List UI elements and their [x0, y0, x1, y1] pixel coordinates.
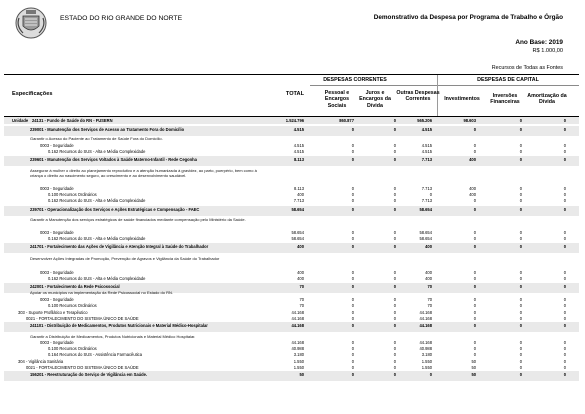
cell-pessoal: 0 — [351, 236, 354, 241]
cell-investimentos: 0 — [473, 230, 476, 235]
cell-total: 44.168 — [291, 323, 304, 328]
cell-inversoes: 0 — [519, 149, 522, 154]
cell-outras: 70 — [427, 303, 432, 308]
cell-total: 40.988 — [291, 346, 304, 351]
program-description: Garantir a Distribuição de Medicamentos, Produtos Nutricionais e Material Médico Hospitalar. — [30, 334, 196, 339]
cell-pessoal: 0 — [351, 157, 354, 162]
cell-investimentos: 0 — [473, 316, 476, 321]
unidade-pessoal: 860.877 — [339, 118, 354, 123]
row-label: 0.162 Recursos do SUS - Alta e Média Complexidade — [48, 198, 146, 203]
cell-pessoal: 0 — [351, 359, 354, 364]
unidade-amortizacao: 0 — [563, 118, 566, 123]
row-label: 0003 - Seguridade — [40, 270, 74, 275]
cell-inversoes: 0 — [519, 236, 522, 241]
cell-outras: 4.515 — [421, 127, 432, 132]
group-header-correntes: DESPESAS CORRENTES — [323, 77, 387, 83]
cell-juros: 0 — [393, 127, 396, 132]
cell-inversoes: 0 — [519, 365, 522, 370]
unidade-inversoes: 0 — [519, 118, 522, 123]
cell-inversoes: 0 — [519, 127, 522, 132]
row-label: 0003 - Seguridade — [40, 297, 74, 302]
col-header-total: TOTAL — [285, 91, 304, 97]
cell-inversoes: 0 — [519, 340, 522, 345]
cell-inversoes: 0 — [519, 244, 522, 249]
cell-outras: 0 — [429, 372, 432, 377]
cell-investimentos: 0 — [473, 310, 476, 315]
col-header-juros: Juros e Encargos da Dívida — [359, 90, 391, 109]
unidade-name: 24131 - Fundo de Saúde do RN - FUSERN — [32, 118, 113, 123]
unidade-investimentos: 98.603 — [463, 118, 476, 123]
cell-outras: 58.654 — [419, 207, 432, 212]
program-description: Apoiar os municípios na implementação da Rede Psicossocial no Estado do RN. — [30, 290, 173, 295]
cell-amortizacao: 0 — [563, 303, 566, 308]
program-description: Assegurar à mulher o direito ao planejamento reprodutivo e a atenção humanizada à gravidez, ao parto, puerpério, bem como à criança o direito ao nascimento seguro, ao crescimento e ao desenvolvimento saudável. — [30, 168, 257, 178]
program-name: 156201 - Reestruturação do Serviço de Vigilância em Saúde. — [30, 372, 148, 377]
program-name: 239601 - Manutenção dos Serviços Voltados à Saúde Materno-Infantil - Rede Cegonha — [30, 157, 197, 162]
cell-outras: 7.713 — [421, 186, 432, 191]
cell-outras: 3.180 — [421, 352, 432, 357]
cell-juros: 0 — [393, 297, 396, 302]
cell-total: 4.515 — [293, 127, 304, 132]
cell-pessoal: 0 — [351, 297, 354, 302]
cell-inversoes: 0 — [519, 303, 522, 308]
cell-investimentos: 0 — [473, 346, 476, 351]
row-label: 0003 - Seguridade — [40, 230, 74, 235]
row-label: 0.100 Recursos Ordinários — [48, 192, 97, 197]
cell-total: 44.168 — [291, 316, 304, 321]
cell-outras: 58.654 — [419, 230, 432, 235]
cell-pessoal: 0 — [351, 270, 354, 275]
cell-pessoal: 0 — [351, 340, 354, 345]
cell-inversoes: 0 — [519, 316, 522, 321]
cell-amortizacao: 0 — [563, 297, 566, 302]
cell-outras: 7.713 — [421, 198, 432, 203]
cell-juros: 0 — [393, 244, 396, 249]
cell-outras: 44.168 — [419, 340, 432, 345]
cell-amortizacao: 0 — [563, 157, 566, 162]
cell-amortizacao: 0 — [563, 340, 566, 345]
cell-investimentos: 0 — [473, 198, 476, 203]
cell-outras: 70 — [427, 297, 432, 302]
report-title: Demonstrativo da Despesa por Programa de Trabalho e Órgão — [373, 14, 563, 21]
cell-amortizacao: 0 — [563, 270, 566, 275]
row-label: 0.100 Recursos Ordinários — [48, 303, 97, 308]
cell-investimentos: 0 — [473, 207, 476, 212]
cell-pessoal: 0 — [351, 127, 354, 132]
cell-amortizacao: 0 — [563, 192, 566, 197]
cell-amortizacao: 0 — [563, 310, 566, 315]
cell-total: 58.654 — [291, 207, 304, 212]
resources-note: Recursos de Todas as Fontes — [491, 65, 563, 71]
cell-outras: 4.515 — [421, 149, 432, 154]
cell-juros: 0 — [393, 149, 396, 154]
cell-investimentos: 0 — [473, 236, 476, 241]
program-name: 239701 - Operacionalização dos Serviços e Ações Estratégicas e Compensação - FAEC — [30, 207, 200, 212]
cell-juros: 0 — [393, 284, 396, 289]
cell-juros: 0 — [393, 276, 396, 281]
base-year: Ano Base: 2019 — [515, 39, 563, 46]
row-label: 304 - Vigilância Sanitária — [18, 359, 64, 364]
cell-pessoal: 0 — [351, 372, 354, 377]
cell-pessoal: 0 — [351, 230, 354, 235]
col-header-especificacoes: Especificações — [12, 91, 53, 97]
cell-total: 70 — [299, 297, 304, 302]
cell-juros: 0 — [393, 303, 396, 308]
state-name: ESTADO DO RIO GRANDE DO NORTE — [60, 15, 183, 22]
row-label: 0003 - Seguridade — [40, 340, 74, 345]
cell-pessoal: 0 — [351, 276, 354, 281]
cell-pessoal: 0 — [351, 346, 354, 351]
cell-pessoal: 0 — [351, 186, 354, 191]
cell-inversoes: 0 — [519, 207, 522, 212]
cell-investimentos: 400 — [469, 192, 476, 197]
cell-inversoes: 0 — [519, 192, 522, 197]
cell-investimentos: 0 — [473, 340, 476, 345]
program-description: Garantir o Acesso do Paciente ao Tratamento de Saúde Fora do Domicílio. — [30, 136, 163, 141]
cell-amortizacao: 0 — [563, 323, 566, 328]
cell-inversoes: 0 — [519, 359, 522, 364]
cell-outras: 70 — [427, 284, 432, 289]
cell-pessoal: 0 — [351, 310, 354, 315]
unidade-total: 1.524.796 — [285, 118, 304, 123]
cell-investimentos: 0 — [473, 303, 476, 308]
cell-total: 400 — [297, 270, 304, 275]
cell-pessoal: 0 — [351, 149, 354, 154]
program-name: 241701 - Fortalecimento das Ações de Vigilância e Atenção Integral à Saúde do Trabalhador — [30, 244, 209, 249]
cell-inversoes: 0 — [519, 198, 522, 203]
cell-juros: 0 — [393, 310, 396, 315]
row-label: 0.162 Recursos do SUS - Alta e Média Complexidade — [48, 236, 146, 241]
cell-amortizacao: 0 — [563, 236, 566, 241]
row-label: 0.162 Recursos do SUS - Alta e Média Complexidade — [48, 276, 146, 281]
cell-investimentos: 0 — [473, 284, 476, 289]
cell-investimentos: 400 — [469, 157, 476, 162]
cell-outras: 400 — [425, 276, 432, 281]
cell-juros: 0 — [393, 236, 396, 241]
cell-amortizacao: 0 — [563, 352, 566, 357]
cell-outras: 0 — [429, 192, 432, 197]
cell-total: 50 — [299, 372, 304, 377]
row-label: 0003 - Seguridade — [40, 186, 74, 191]
cell-total: 44.168 — [291, 340, 304, 345]
cell-outras: 44.168 — [419, 323, 432, 328]
cell-amortizacao: 0 — [563, 149, 566, 154]
cell-pessoal: 0 — [351, 316, 354, 321]
cell-juros: 0 — [393, 230, 396, 235]
cell-inversoes: 0 — [519, 186, 522, 191]
cell-total: 1.550 — [293, 359, 304, 364]
col-header-amortizacao: Amortização da Dívida — [527, 93, 567, 106]
cell-investimentos: 0 — [473, 127, 476, 132]
currency-unit: R$ 1.000,00 — [532, 48, 563, 54]
cell-amortizacao: 0 — [563, 346, 566, 351]
cell-investimentos: 50 — [471, 365, 476, 370]
row-label: 0.100 Recursos Ordinários — [48, 346, 97, 351]
cell-outras: 400 — [425, 244, 432, 249]
cell-outras: 44.168 — [419, 310, 432, 315]
cell-total: 8.113 — [294, 186, 304, 191]
cell-total: 44.168 — [291, 310, 304, 315]
row-label: 0021 - FORTALECIMENTO DO SISTEMA ÚNICO DE SAÚDE — [26, 365, 139, 370]
cell-total: 70 — [299, 303, 304, 308]
cell-inversoes: 0 — [519, 372, 522, 377]
cell-juros: 0 — [393, 323, 396, 328]
cell-outras: 7.713 — [421, 157, 432, 162]
cell-pessoal: 0 — [351, 198, 354, 203]
cell-total: 400 — [297, 276, 304, 281]
cell-juros: 0 — [393, 352, 396, 357]
cell-outras: 400 — [425, 270, 432, 275]
cell-inversoes: 0 — [519, 276, 522, 281]
cell-total: 4.515 — [293, 149, 304, 154]
col-header-outras: Outras Despesas Correntes — [396, 90, 440, 103]
unidade-juros: 0 — [393, 118, 396, 123]
cell-total: 400 — [297, 192, 304, 197]
cell-amortizacao: 0 — [563, 316, 566, 321]
table-top-rule — [4, 74, 579, 75]
cell-inversoes: 0 — [519, 346, 522, 351]
cell-outras: 58.654 — [419, 236, 432, 241]
cell-juros: 0 — [393, 186, 396, 191]
cell-total: 3.180 — [293, 352, 304, 357]
cell-pessoal: 0 — [351, 143, 354, 148]
cell-juros: 0 — [393, 207, 396, 212]
cell-juros: 0 — [393, 359, 396, 364]
cell-inversoes: 0 — [519, 310, 522, 315]
cell-pessoal: 0 — [351, 365, 354, 370]
cell-juros: 0 — [393, 340, 396, 345]
cell-inversoes: 0 — [519, 157, 522, 162]
state-coat-of-arms-logo — [14, 6, 48, 40]
cell-inversoes: 0 — [519, 297, 522, 302]
cell-outras: 44.168 — [419, 316, 432, 321]
row-label: 303 - Suporte Profilático e Terapêutico — [18, 310, 88, 315]
cell-investimentos: 400 — [469, 186, 476, 191]
cell-juros: 0 — [393, 198, 396, 203]
cell-juros: 0 — [393, 157, 396, 162]
row-label: 0.162 Recursos do SUS - Alta e Média Complexidade — [48, 149, 146, 154]
cell-outras: 1.550 — [421, 365, 432, 370]
program-name: 239001 - Manutenção dos Serviços de Acesso ao Tratamento Fora do Domicílio — [30, 127, 185, 132]
cell-amortizacao: 0 — [563, 359, 566, 364]
cell-total: 8.113 — [293, 157, 304, 162]
row-label: 0.164 Recursos do SUS - Assistência Farmacêutica — [48, 352, 142, 357]
group-header-capital: DESPESAS DE CAPITAL — [477, 77, 539, 83]
cell-inversoes: 0 — [519, 284, 522, 289]
cell-inversoes: 0 — [519, 143, 522, 148]
cell-amortizacao: 0 — [563, 207, 566, 212]
cell-juros: 0 — [393, 143, 396, 148]
cell-investimentos: 0 — [473, 297, 476, 302]
program-name: 242001 - Fortalecimento da Rede Psicossocial — [30, 284, 120, 289]
cell-inversoes: 0 — [519, 230, 522, 235]
cell-amortizacao: 0 — [563, 244, 566, 249]
cell-outras: 4.515 — [421, 143, 432, 148]
cell-inversoes: 0 — [519, 352, 522, 357]
cell-total: 4.515 — [293, 143, 304, 148]
cell-amortizacao: 0 — [563, 284, 566, 289]
col-header-inversoes: Inversões Financeiras — [490, 93, 520, 106]
cell-juros: 0 — [393, 316, 396, 321]
cell-investimentos: 50 — [471, 372, 476, 377]
cell-juros: 0 — [393, 372, 396, 377]
cell-pessoal: 0 — [351, 284, 354, 289]
cell-amortizacao: 0 — [563, 276, 566, 281]
cell-pessoal: 0 — [351, 352, 354, 357]
program-name: 241101 - Distribuição de Medicamentos, Produtos Nutricionais e Material Médico-Hospitalar — [30, 323, 208, 328]
cell-inversoes: 0 — [519, 323, 522, 328]
unidade-label: Unidade — [12, 118, 29, 123]
cell-total: 1.550 — [293, 365, 304, 370]
cell-amortizacao: 0 — [563, 127, 566, 132]
cell-investimentos: 0 — [473, 270, 476, 275]
cell-juros: 0 — [393, 346, 396, 351]
cell-total: 70 — [299, 284, 304, 289]
program-description: Desenvolver Ações Integradas de Promoção, Prevenção de Agravos e Vigilância da Saúde do Trabalhador — [30, 256, 220, 261]
col-header-investimentos: Investimentos — [444, 96, 480, 102]
cell-total: 58.654 — [291, 236, 304, 241]
row-label: 0021 - FORTALECIMENTO DO SISTEMA ÚNICO DE SAÚDE — [26, 316, 139, 321]
cell-total: 400 — [297, 244, 304, 249]
cell-total: 7.713 — [293, 198, 304, 203]
cell-outras: 1.550 — [421, 359, 432, 364]
col-header-pessoal: Pessoal e Encargos Sociais — [324, 90, 350, 109]
cell-pessoal: 0 — [351, 207, 354, 212]
cell-amortizacao: 0 — [563, 230, 566, 235]
cell-amortizacao: 0 — [563, 365, 566, 370]
group-rule — [310, 85, 579, 86]
cell-pessoal: 0 — [351, 244, 354, 249]
cell-amortizacao: 0 — [563, 372, 566, 377]
cell-investimentos: 0 — [473, 323, 476, 328]
cell-amortizacao: 0 — [563, 186, 566, 191]
cell-investimentos: 0 — [473, 149, 476, 154]
cell-inversoes: 0 — [519, 270, 522, 275]
cell-amortizacao: 0 — [563, 143, 566, 148]
cell-juros: 0 — [393, 365, 396, 370]
unidade-outras: 565.206 — [417, 118, 432, 123]
cell-investimentos: 0 — [473, 244, 476, 249]
cell-pessoal: 0 — [351, 192, 354, 197]
cell-outras: 40.988 — [419, 346, 432, 351]
cell-investimentos: 0 — [473, 352, 476, 357]
cell-investimentos: 0 — [473, 276, 476, 281]
row-label: 0003 - Seguridade — [40, 143, 74, 148]
cell-pessoal: 0 — [351, 303, 354, 308]
cell-total: 58.654 — [291, 230, 304, 235]
cell-pessoal: 0 — [351, 323, 354, 328]
cell-investimentos: 50 — [471, 359, 476, 364]
cell-amortizacao: 0 — [563, 198, 566, 203]
program-description: Garantir a Manutenção dos serviços estratégicos de saúde financiados mediante compensação pelo Ministério da Saúde. — [30, 217, 246, 222]
cell-juros: 0 — [393, 192, 396, 197]
cell-investimentos: 0 — [473, 143, 476, 148]
cell-juros: 0 — [393, 270, 396, 275]
